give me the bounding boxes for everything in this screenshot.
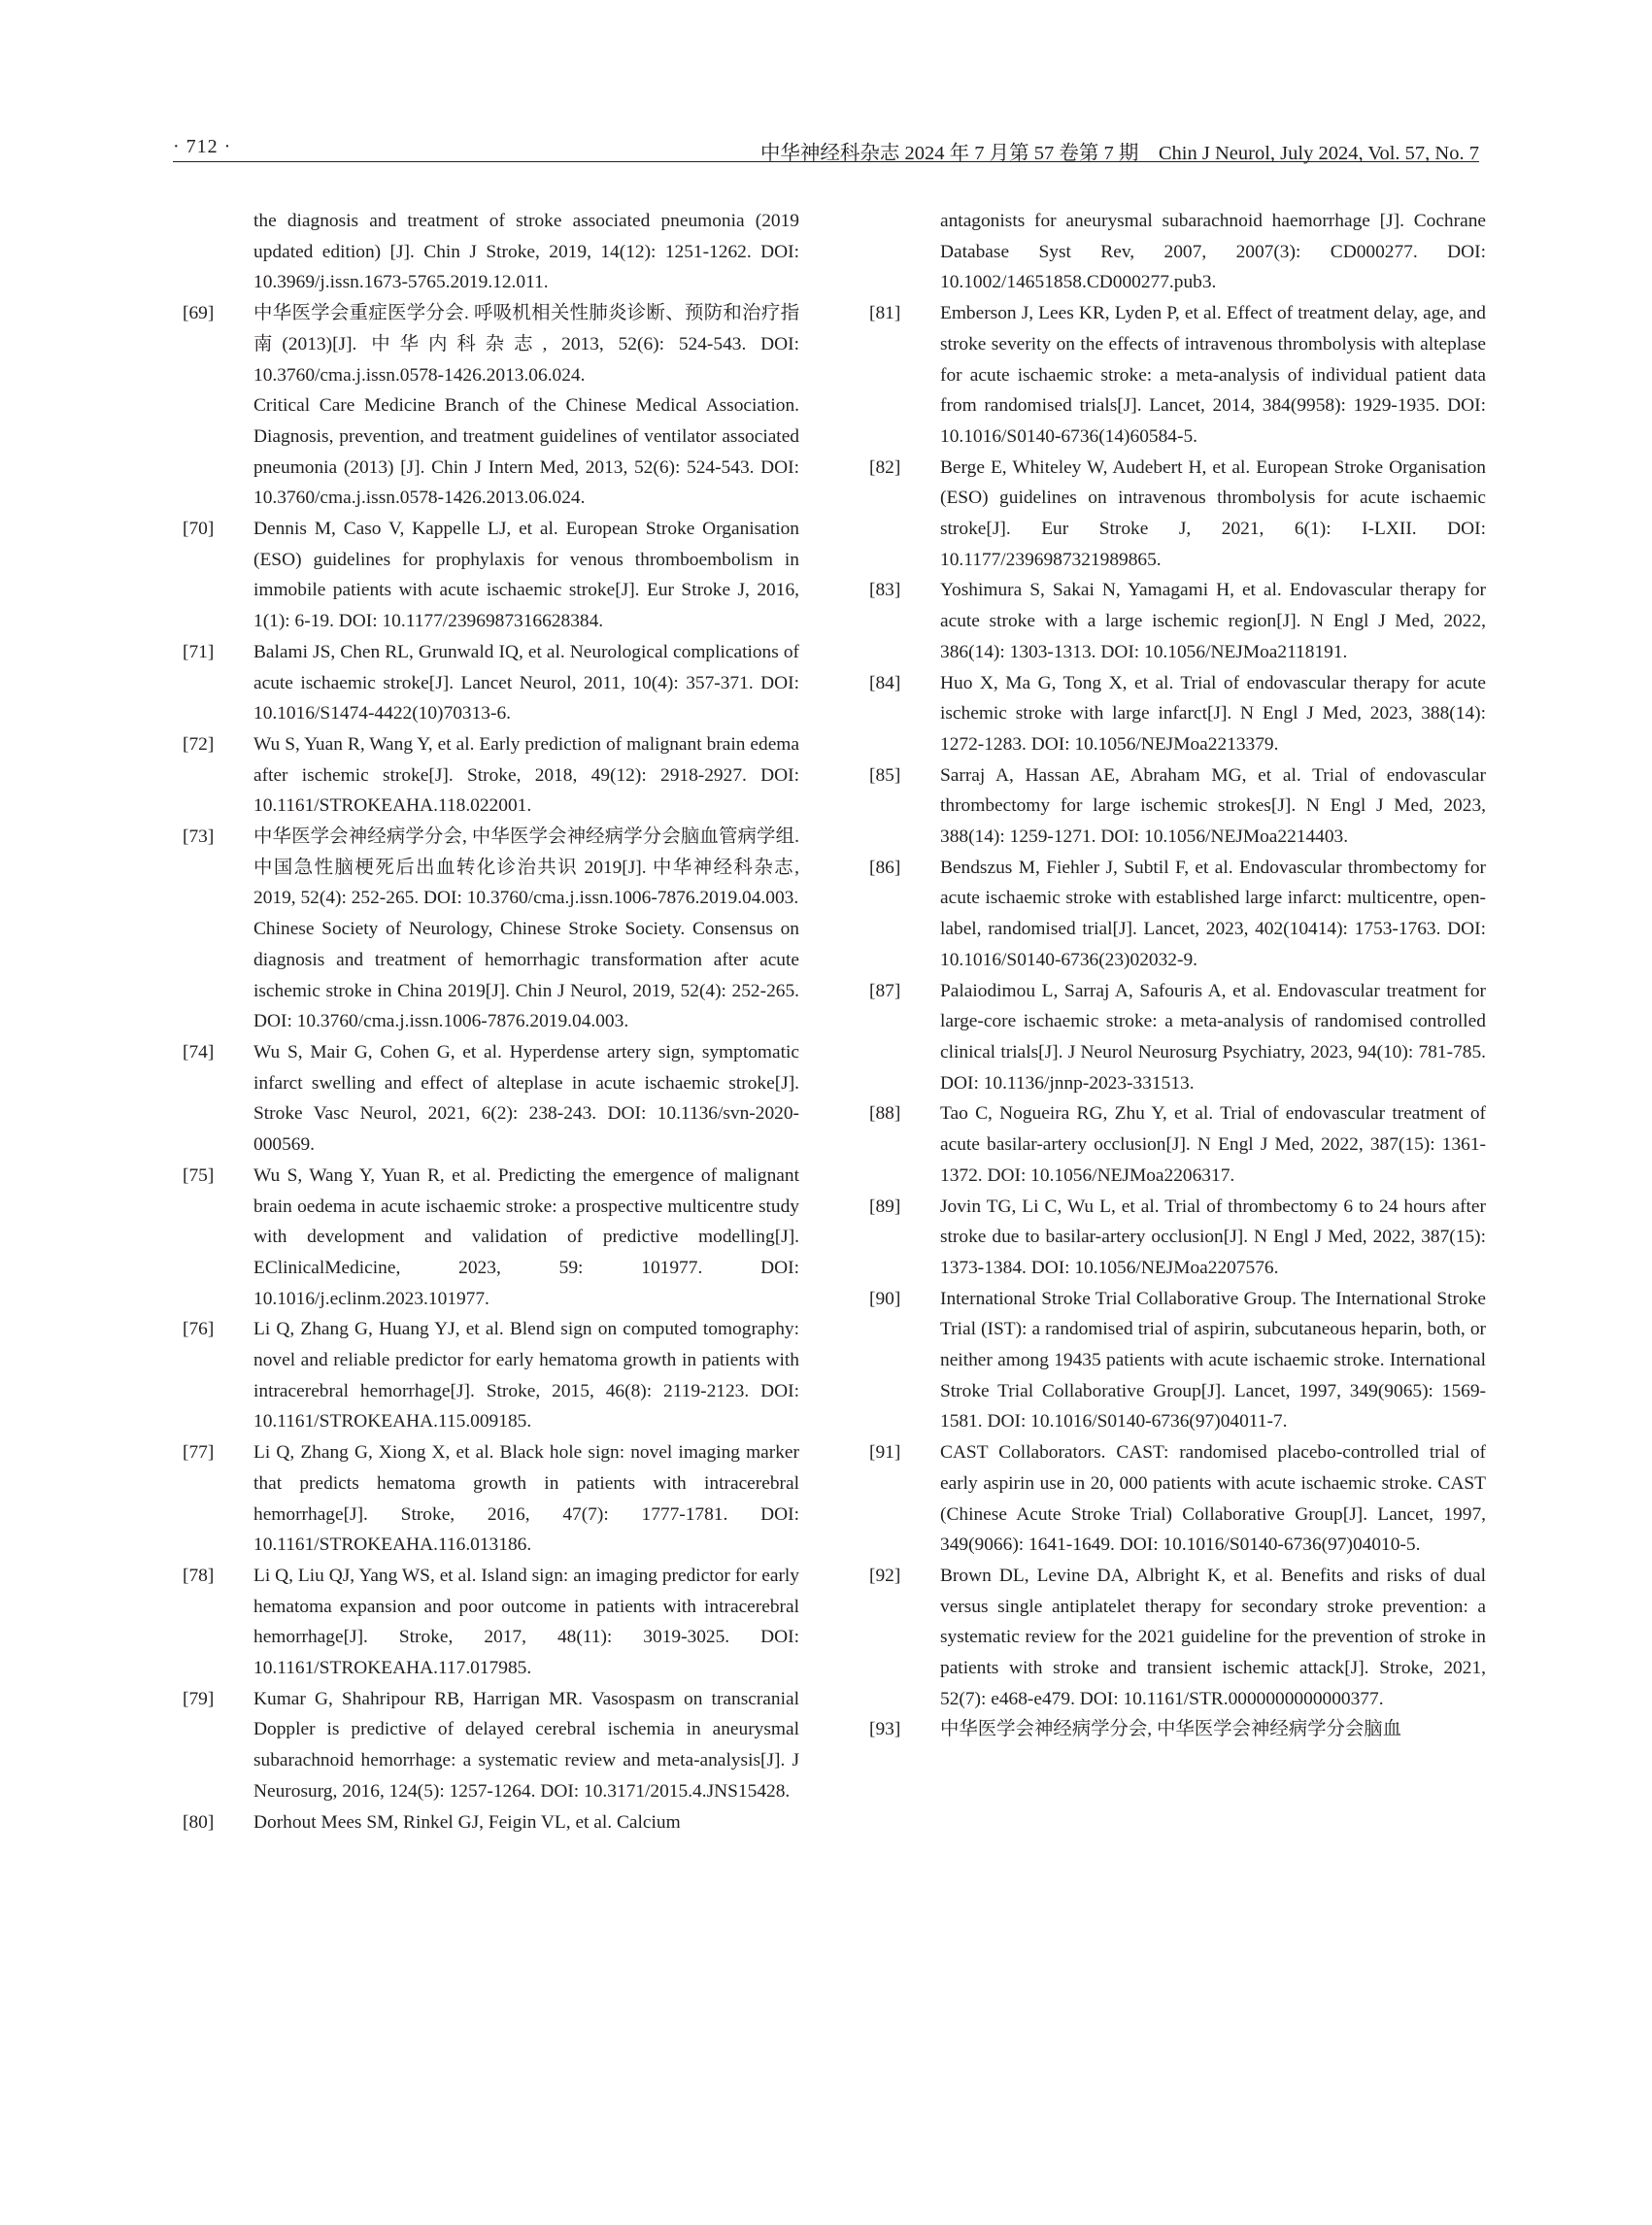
journal-citation-line: 中华神经科杂志 2024 年 7 月第 57 卷第 7 期 Chin J Neurol, July 2024, Vol. 57, No. 7 (759, 143, 1479, 164)
reference-entry (869, 1098, 1486, 1191)
reference-entry (183, 1807, 799, 1838)
reference-entry (869, 976, 1486, 1099)
reference-entry (869, 1284, 1486, 1438)
reference-text: Wu S, Yuan R, Wang Y, et al. Early prediction of malignant brain edema after ischemic stroke[J]. Stroke, 2018, 49(12): 2918-2927. DOI: 10.1161/STROKEAHA.118.022001. (253, 733, 799, 817)
reference-entry (869, 760, 1486, 853)
reference-text: 中华医学会重症医学分会. 呼吸机相关性肺炎诊断、预防和治疗指南(2013)[J]. 中华内科杂志, 2013, 52(6): 524-543. DOI: 10.3760/cma.j.issn.0578-1426.2013.06.024. (253, 303, 799, 386)
reference-text: Li Q, Liu QJ, Yang WS, et al. Island sign: an imaging predictor for early hematoma expansion and poor outcome in patients with intracerebral hemorrhage[J]. Stroke, 2017, 48(11): 3019-3025. DOI: 10.1161/STROKEAHA.117.017985. (253, 1565, 799, 1679)
reference-entry (183, 1037, 799, 1161)
reference-number: [76] (183, 1319, 215, 1340)
reference-number: [77] (183, 1442, 215, 1464)
reference-number: [72] (183, 733, 215, 755)
reference-number: [81] (869, 303, 901, 324)
reference-number: [82] (869, 456, 901, 478)
reference-number: [92] (869, 1565, 901, 1586)
reference-entry (869, 668, 1486, 760)
reference-number: [83] (869, 580, 901, 601)
reference-entry (183, 1684, 799, 1807)
reference-number: [91] (869, 1442, 901, 1464)
reference-text: Dorhout Mees SM, Rinkel GJ, Feigin VL, et al. Calcium (253, 1811, 681, 1833)
reference-text: 中华医学会神经病学分会, 中华医学会神经病学分会脑血 (940, 1719, 1402, 1740)
reference-text: antagonists for aneurysmal subarachnoid haemorrhage [J]. Cochrane Database Syst Rev, 2007, 2007(3): CD000277. DOI: 10.1002/14651858.CD000277.pub3. (940, 211, 1486, 293)
reference-text: Berge E, Whiteley W, Audebert H, et al. European Stroke Organisation (ESO) guidelines on intravenous thrombolysis for acute ischaemic stroke[J]. Eur Stroke J, 2021, 6(1): I-LXII. DOI: 10.1177/2396987321989865. (940, 456, 1486, 570)
reference-entry (869, 575, 1486, 667)
reference-entry (869, 853, 1486, 976)
reference-number: [78] (183, 1565, 215, 1586)
reference-text: Tao C, Nogueira RG, Zhu Y, et al. Trial of endovascular treatment of acute basilar-artery occlusion[J]. N Engl J Med, 2022, 387(15): 1361-1372. DOI: 10.1056/NEJMoa2206317. (940, 1103, 1486, 1186)
reference-number: [88] (869, 1103, 901, 1125)
reference-text: Brown DL, Levine DA, Albright K, et al. Benefits and risks of dual versus single antiplatelet therapy for secondary stroke prevention: a systematic review for the 2021 guideline for the prevention of stroke in patients with stroke and transient ischemic attack[J]. Stroke, 2021, 52(7): e468-e479. DOI: 10.1161/STR.0000000000000377. (940, 1565, 1486, 1709)
reference-number: [86] (869, 857, 901, 878)
reference-text: CAST Collaborators. CAST: randomised placebo-controlled trial of early aspirin use in 20, 000 patients with acute ischaemic stroke. CAST (Chinese Acute Stroke Trial) Collaborative Group[J]. Lancet, 1997, 349(9066): 1641-1649. DOI: 10.1016/S0140-6736(97)04010-5. (940, 1442, 1486, 1556)
reference-number: [84] (869, 672, 901, 693)
reference-text: Jovin TG, Li C, Wu L, et al. Trial of thrombectomy 6 to 24 hours after stroke due to basilar-artery occlusion[J]. N Engl J Med, 2022, 387(15): 1373-1384. DOI: 10.1056/NEJMoa2207576. (940, 1196, 1486, 1278)
reference-number: [73] (183, 826, 215, 848)
reference-number: [90] (869, 1288, 901, 1309)
reference-entry (183, 1161, 799, 1315)
reference-number: [71] (183, 641, 215, 662)
running-header (173, 132, 1479, 162)
reference-entry (869, 1561, 1486, 1715)
reference-text: International Stroke Trial Collaborative Group. The International Stroke Trial (IST): a randomised trial of aspirin, subcutaneous heparin, both, or neither among 19435 patients with acute ischaemic stroke. International Stroke Trial Collaborative Group[J]. Lancet, 1997, 349(9065): 1569-1581. DOI: 10.1016/S0140-6736(97)04011-7. (940, 1288, 1486, 1433)
reference-number: [85] (869, 764, 901, 786)
reference-text: Critical Care Medicine Branch of the Chinese Medical Association. Diagnosis, prevention, and treatment guidelines of ventilator associated pneumonia (2013) [J]. Chin J Intern Med, 2013, 52(6): 524-543. DOI: 10.3760/cma.j.issn.0578-1426.2013.06.024. (253, 395, 799, 509)
reference-text: Bendszus M, Fiehler J, Subtil F, et al. Endovascular thrombectomy for acute ischaemic stroke with established large infarct: multicentre, open-label, randomised trial[J]. Lancet, 2023, 402(10414): 1753-1763. DOI: 10.1016/S0140-6736(23)02032-9. (940, 857, 1486, 970)
reference-text: Huo X, Ma G, Tong X, et al. Trial of endovascular therapy for acute ischemic stroke with large infarct[J]. N Engl J Med, 2023, 388(14): 1272-1283. DOI: 10.1056/NEJMoa2213379. (940, 672, 1486, 755)
reference-entry (183, 1437, 799, 1561)
reference-text: Palaiodimou L, Sarraj A, Safouris A, et al. Endovascular treatment for large-core ischaemic stroke: a meta-analysis of randomised controlled clinical trials[J]. J Neurol Neurosurg Psychiatry, 2023, 94(10): 781-785. DOI: 10.1136/jnnp-2023-331513. (940, 980, 1486, 1094)
reference-text: Kumar G, Shahripour RB, Harrigan MR. Vasospasm on transcranial Doppler is predictive of delayed cerebral ischemia in aneurysmal subarachnoid hemorrhage: a systematic review and meta-analysis[J]. J Neurosurg, 2016, 124(5): 1257-1264. DOI: 10.3171/2015.4.JNS15428. (253, 1688, 799, 1802)
reference-text: Chinese Society of Neurology, Chinese Stroke Society. Consensus on diagnosis and treatment of hemorrhagic transformation after acute ischemic stroke in China 2019[J]. Chin J Neurol, 2019, 52(4): 252-265. DOI: 10.3760/cma.j.issn.1006-7876.2019.04.003. (253, 919, 799, 1032)
reference-text: Li Q, Zhang G, Xiong X, et al. Black hole sign: novel imaging marker that predicts hematoma growth in patients with intracerebral hemorrhage[J]. Stroke, 2016, 47(7): 1777-1781. DOI: 10.1161/STROKEAHA.116.013186. (253, 1442, 799, 1556)
reference-text: Yoshimura S, Sakai N, Yamagami H, et al. Endovascular therapy for acute stroke with a large ischemic region[J]. N Engl J Med, 2022, 386(14): 1303-1313. DOI: 10.1056/NEJMoa2118191. (940, 580, 1486, 662)
reference-entry (869, 1437, 1486, 1561)
reference-entry (869, 453, 1486, 576)
reference-number: [87] (869, 980, 901, 1001)
reference-number: [89] (869, 1196, 901, 1217)
reference-entry (183, 514, 799, 637)
reference-number: [80] (183, 1811, 215, 1833)
reference-entry (183, 1314, 799, 1437)
reference-column-left (183, 206, 799, 1837)
reference-entry (183, 298, 799, 514)
reference-entry (869, 1714, 1486, 1745)
reference-text: Li Q, Zhang G, Huang YJ, et al. Blend sign on computed tomography: novel and reliable predictor for early hematoma growth in patients with intracerebral hemorrhage[J]. Stroke, 2015, 46(8): 2119-2123. DOI: 10.1161/STROKEAHA.115.009185. (253, 1319, 799, 1433)
reference-text: Balami JS, Chen RL, Grunwald IQ, et al. Neurological complications of acute ischaemic stroke[J]. Lancet Neurol, 2011, 10(4): 357-371. DOI: 10.1016/S1474-4422(10)70313-6. (253, 641, 799, 725)
reference-entry (183, 206, 799, 298)
reference-entry (869, 298, 1486, 453)
reference-column-right (869, 206, 1486, 1745)
reference-entry (869, 1192, 1486, 1284)
reference-entry (869, 206, 1486, 298)
reference-number: [69] (183, 303, 215, 324)
reference-number: [75] (183, 1164, 215, 1186)
reference-text: Wu S, Wang Y, Yuan R, et al. Predicting the emergence of malignant brain oedema in acute ischaemic stroke: a prospective multicentre study with development and validation of predictive modelling[J]. EClinicalMedicine, 2023, 59: 101977. DOI: 10.1016/j.eclinm.2023.101977. (253, 1164, 799, 1309)
reference-entry (183, 822, 799, 1037)
reference-entry (183, 729, 799, 822)
reference-text: Sarraj A, Hassan AE, Abraham MG, et al. Trial of endovascular thrombectomy for large ischemic strokes[J]. N Engl J Med, 2023, 388(14): 1259-1271. DOI: 10.1056/NEJMoa2214403. (940, 764, 1486, 848)
reference-text: the diagnosis and treatment of stroke associated pneumonia (2019 updated edition) [J]. Chin J Stroke, 2019, 14(12): 1251-1262. DOI: 10.3969/j.issn.1673-5765.2019.12.011. (253, 211, 799, 293)
reference-number: [74] (183, 1041, 215, 1062)
reference-entry (183, 1561, 799, 1684)
reference-entry (183, 637, 799, 729)
reference-number: [70] (183, 519, 215, 540)
reference-text: 中华医学会神经病学分会, 中华医学会神经病学分会脑血管病学组. 中国急性脑梗死后出血转化诊治共识 2019[J]. 中华神经科杂志, 2019, 52(4): 252-265. DOI: 10.3760/cma.j.issn.1006-7876.2019.04.003. (253, 826, 799, 909)
page-number: · 712 · (173, 136, 232, 157)
reference-text: Dennis M, Caso V, Kappelle LJ, et al. European Stroke Organisation (ESO) guidelines for prophylaxis for venous thromboembolism in immobile patients with acute ischaemic stroke[J]. Eur Stroke J, 2016, 1(1): 6-19. DOI: 10.1177/2396987316628384. (253, 519, 799, 632)
reference-text: Emberson J, Lees KR, Lyden P, et al. Effect of treatment delay, age, and stroke severity on the effects of intravenous thrombolysis with alteplase for acute ischaemic stroke: a meta-analysis of individual patient data from randomised trials[J]. Lancet, 2014, 384(9958): 1929-1935. DOI: 10.1016/S0140-6736(14)60584-5. (940, 303, 1486, 447)
reference-number: [79] (183, 1688, 215, 1709)
reference-number: [93] (869, 1719, 901, 1740)
reference-text: Wu S, Mair G, Cohen G, et al. Hyperdense artery sign, symptomatic infarct swelling and effect of alteplase in acute ischaemic stroke[J]. Stroke Vasc Neurol, 2021, 6(2): 238-243. DOI: 10.1136/svn-2020-000569. (253, 1041, 799, 1156)
